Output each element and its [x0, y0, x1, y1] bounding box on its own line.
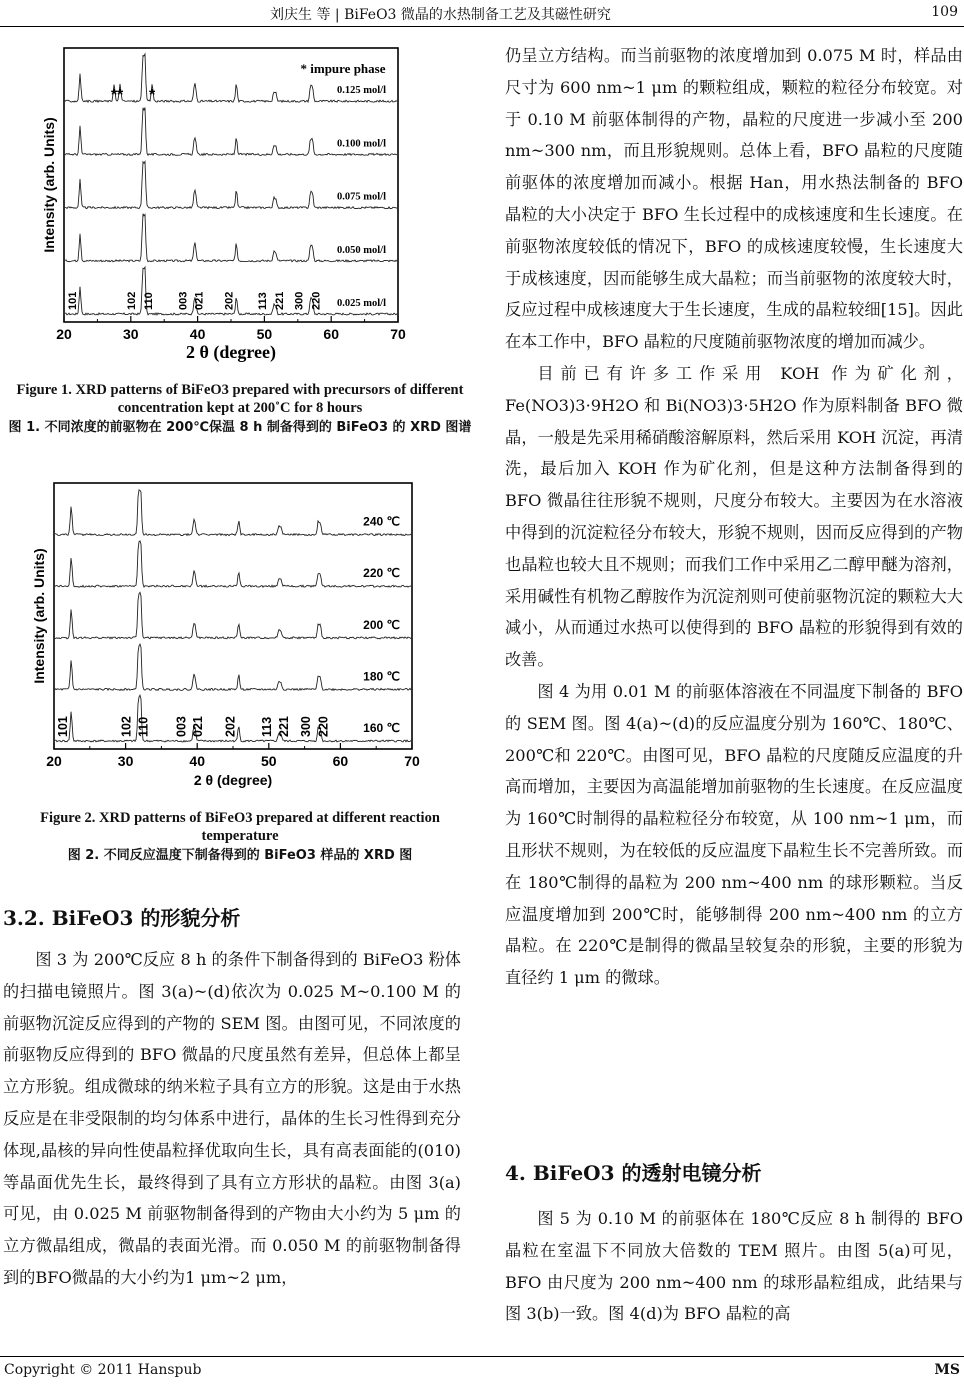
- figure-2-caption-zh: 图 2. 不同反应温度下制备得到的 BiFeO3 样品的 XRD 图: [67, 848, 413, 863]
- figure-1-chart: [20, 40, 440, 365]
- page-number: 109: [931, 4, 958, 20]
- x-tick-label: 50: [261, 753, 277, 769]
- x-tick-label: 50: [256, 326, 273, 342]
- peak-hkl-label: 300: [299, 716, 314, 737]
- peak-hkl-label: 021: [191, 716, 206, 737]
- x-tick-label: 40: [189, 753, 205, 769]
- y-axis-label: Intensity (arb. Units): [41, 117, 57, 253]
- footer-journal: MS: [934, 1362, 960, 1378]
- series-label: 0.025 mol/l: [337, 298, 386, 309]
- x-tick-label: 60: [323, 326, 339, 342]
- peak-hkl-label: 113: [259, 716, 274, 737]
- series-label: 200 ℃: [363, 617, 400, 632]
- y-axis-label: Intensity (arb. Units): [31, 548, 47, 684]
- peak-hkl-label: 221: [276, 716, 291, 737]
- series-label: 180 ℃: [363, 669, 400, 684]
- x-axis-label: 2 θ (degree): [193, 772, 273, 788]
- x-tick-label: 60: [332, 753, 349, 769]
- figure-2-chart: [20, 478, 440, 798]
- x-tick-label: 70: [390, 326, 406, 342]
- section-heading-3-2: 3.2. BiFeO3 的形貌分析: [3, 906, 241, 930]
- peak-hkl-label: 113: [256, 292, 269, 310]
- series-label: 240 ℃: [363, 514, 400, 529]
- impurity-star: *: [110, 87, 118, 104]
- x-tick-label: 30: [123, 326, 139, 342]
- x-tick-label: 40: [189, 326, 206, 342]
- plot-frame: [54, 483, 412, 749]
- section-heading-4: 4. BiFeO3 的透射电镜分析: [505, 1161, 762, 1185]
- x-tick-label: 70: [404, 753, 420, 769]
- peak-hkl-label: 221: [273, 291, 286, 310]
- header-title: 刘庆生 等 | BiFeO3 微晶的水热制备工艺及其磁性研究: [270, 7, 611, 23]
- series-label: 0.075 mol/l: [337, 191, 386, 203]
- header-rule: [0, 26, 964, 27]
- peak-hkl-label: 102: [119, 716, 134, 737]
- x-tick-label: 30: [117, 753, 134, 769]
- peak-hkl-label: 202: [223, 716, 238, 737]
- figure-2: [20, 478, 440, 798]
- impurity-star: *: [149, 87, 156, 104]
- series-label: 0.125 mol/l: [337, 85, 386, 97]
- footer-copyright: Copyright © 2011 Hanspub: [4, 1362, 202, 1378]
- running-header: [0, 4, 964, 26]
- footer-rule: [0, 1356, 964, 1357]
- paragraph: 图 3 为 200℃反应 8 h 的条件下制备得到的 BiFeO3 粉体的扫描电镜照片。图 3(a)~(d)依次为 0.025 M~0.100 M 的前驱物沉淀反应得到的产物的 SEM 图。由图可见，不同浓度的前驱物反应得到的 BFO 微晶的尺度虽然有差异，但总体上都呈立方形貌。组成微球的纳米粒子具有立方的形貌。这是由于水热反应是在非受限制的均匀体系中进行，晶体的生长习性得到充分体现,晶核的异向性使晶粒择优取向生长，具有高表面能的(010)等晶面优先生长，最终得到了具有立方形状的晶粒。由图 3(a)可见，由 0.025 M 前驱物制备得到的产物由大小约为 5 μm 的立方微晶组成，微晶的表面光滑。而 0.050 M 的前驱物制备得到的BFO微晶的大小约为1 μm~2 μm，: [3, 950, 461, 1287]
- peak-hkl-label: 202: [223, 291, 236, 310]
- paragraph: 图 4 为用 0.01 M 的前驱体溶液在不同温度下制备的 BFO 的 SEM 图。图 4(a)~(d)的反应温度分别为 160℃、180℃、200℃和 220℃。由图可见，BFO 晶粒的尺度随反应温度的升高而增加，主要因为高温能增加前驱物的生长速度。在反应温度为 160℃时制得的晶粒粒径分布较宽，从 100 nm~1 μm，而且形状不规则，为在较低的反应温度下晶粒生长不完善所致。而在 180℃制得的晶粒为 200 nm~400 nm 的球形颗粒。当反应温度增加到 200℃时，能够制得 200 nm~400 nm 的立方晶粒。在 220℃是制得的微晶呈较复杂的形貌，主要的形貌为直径约 1 μm 的微球。: [505, 681, 963, 988]
- peak-hkl-label: 101: [56, 716, 71, 737]
- paragraph: 目前已有许多工作采用 KOH 作为矿化剂，Fe(NO3)3·9H2O 和 Bi(NO3)3·5H2O 作为原料制备 BFO 微晶，一般是先采用稀硝酸溶解原料，然后采用 KOH 沉淀，再清洗，最后加入 KOH 作为矿化剂，但是这种方法制备得到的 BFO 微晶往往形貌不规则，尺度分布较大。主要因为在水溶液中得到的沉淀粒径分布较大，形貌不规则，因而反应得到的产物也晶粒也较大且不规则；而我们工作中采用乙二醇甲醚为溶剂，采用碱性有机物乙醇胺作为沉淀剂则可使前驱物沉淀的颗粒大大减小，从而通过水热可以使得到的 BFO 晶粒的形貌得到有效的改善。: [505, 363, 963, 670]
- peak-hkl-label: 110: [142, 292, 155, 310]
- series-label: 0.050 mol/l: [337, 244, 386, 256]
- figure-2-caption-en: Figure 2. XRD patterns of BiFeO3 prepared at different reaction temperature: [40, 810, 440, 844]
- peak-hkl-label: 110: [136, 716, 151, 737]
- series-label: 220 ℃: [363, 566, 400, 581]
- peak-hkl-label: 003: [174, 716, 189, 737]
- peak-hkl-label: 102: [125, 291, 138, 310]
- x-tick-label: 20: [56, 326, 72, 342]
- peak-hkl-label: 003: [177, 291, 190, 310]
- series-label: 160 ℃: [363, 721, 400, 735]
- right-column-text: [505, 40, 963, 994]
- impurity-star: *: [116, 87, 124, 104]
- series-label: 0.100 mol/l: [337, 138, 386, 150]
- right-column-text-2: [505, 1203, 963, 1330]
- peak-hkl-label: 220: [316, 716, 331, 737]
- figure-1-caption-en: Figure 1. XRD patterns of BiFeO3 prepared with precursors of different concentration kept at 200˚C for 8 hours: [16, 382, 464, 416]
- peak-hkl-label: 101: [67, 291, 80, 310]
- figure-1-caption-zh: 图 1. 不同浓度的前驱物在 200℃保温 8 h 制备得到的 BiFeO3 的 XRD 图谱: [8, 420, 472, 435]
- peak-hkl-label: 021: [193, 291, 206, 310]
- peak-hkl-label: 300: [293, 291, 306, 310]
- left-column-text: [3, 944, 461, 1294]
- x-axis-label: 2 θ (degree): [185, 342, 277, 362]
- impure-phase-legend: * impure phase: [300, 61, 386, 76]
- paragraph: 图 5 为 0.10 M 的前驱体在 180℃反应 8 h 制得的 BFO 晶粒在室温下不同放大倍数的 TEM 照片。由图 5(a)可见，BFO 由尺度为 200 nm~400 nm 的球形晶粒组成，此结果与图 3(b)一致。图 4(d)为 BFO 晶粒的高: [505, 1209, 963, 1324]
- x-tick-label: 20: [46, 753, 62, 769]
- paragraph: 仍呈立方结构。而当前驱物的浓度增加到 0.075 M 时，样品由尺寸为 600 nm~1 μm 的颗粒组成，颗粒的粒径分布较宽。对于 0.10 M 前驱体制得的产物，晶粒的尺度进一步减小至 200 nm~300 nm，而且形貌规则。总体上看，BFO 晶粒的尺度随前驱体的浓度增加而减小。根据 Han，用水热法制备的 BFO 晶粒的大小决定于 BFO 生长过程中的成核速度和生长速度。在前驱物浓度较低的情况下，BFO 的成核速度较慢，生长速度大于成核速度，因而能够生成大晶粒；而当前驱物的浓度较大时，反应过程中成核速度大于生长速度，生成的晶粒较细[15]。因此在本工作中，BFO 晶粒的尺度随前驱物浓度的增加而减少。: [505, 46, 963, 352]
- peak-hkl-label: 220: [310, 291, 323, 310]
- figure-1: [20, 40, 440, 365]
